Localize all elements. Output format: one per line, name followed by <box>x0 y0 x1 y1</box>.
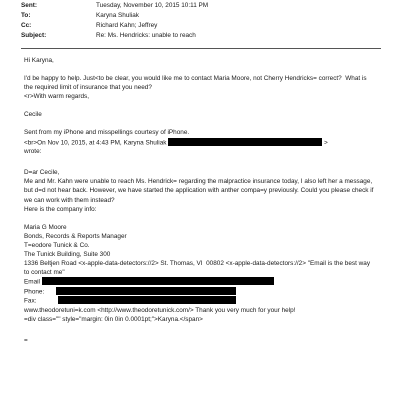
subject-row <box>21 31 381 41</box>
phone-redaction-bar <box>56 287 236 295</box>
email-header <box>21 0 381 41</box>
sent-label: Sent: <box>21 1 37 9</box>
header-divider <box>21 48 381 49</box>
phone-line <box>24 287 376 297</box>
to-row <box>21 10 381 20</box>
cc-label: Cc: <box>21 21 32 29</box>
phone-label: Phone: <box>24 288 45 296</box>
email-line <box>24 277 376 287</box>
reply-body: I'd be happy to help. Just<to be clear, you would like me to contact Maria Moore, not Cherry Hendricks= correct? What is the required limit of insurance that you need? <box>24 75 369 92</box>
quote-intro-text: <br>On Nov 10, 2015, at 4:43 PM, Karyna Shuliak <box>24 139 167 147</box>
redaction-bar <box>168 138 322 146</box>
contact-building: The Tunick Building, Suite 300 <box>24 251 111 258</box>
email-redaction-bar <box>42 277 274 285</box>
sent-from-line: Sent from my iPhone and misspellings courtesy of iPhone. <box>24 129 190 137</box>
contact-title: Bonds, Records & Reports Manager <box>24 232 127 240</box>
quoted-body: Me and Mr. Kahn were unable to reach Ms. Hendrick= regarding the malpractice insurance today, I also left her a message, but d=d not hear back. However, we have started the application with anther compa=y previously. Could you please check if we can work with them instead? <box>24 178 376 204</box>
subject-value: Re: Ms. Hendricks: unable to reach <box>96 32 196 40</box>
reply-warm-regards: <r>With warm regards, <box>24 93 89 101</box>
fax-label: Fax: <box>24 297 37 305</box>
to-value: Karyna Shuliak <box>96 11 139 19</box>
wrote-label: wrote: <box>24 148 42 156</box>
cc-value: Richard Kahn; Jeffrey <box>96 21 158 29</box>
quote-intro-line <box>24 138 376 148</box>
email-label: Email <box>24 278 40 286</box>
contact-company: T=eodore Tunick & Co. <box>24 241 90 249</box>
reply-greeting: Hi Karyna, <box>24 57 54 64</box>
contact-address: 1336 Beltjen Road <x-apple-data-detectors://2> St. Thomas, VI 00802 <x-apple-data-detectors://2> "Email is the best way to contact me" <box>24 260 372 277</box>
reply-signoff: Cecile <box>24 111 42 119</box>
web-line: www.theodoretuni=k.com <http://www.theodoretunick.com/> Thank you very much for your help! <box>24 307 296 315</box>
subject-label: Subject: <box>21 32 47 40</box>
div-markup-line: =div class="" style="margin: 0in 0in 0.0001pt;">Karyna.</span> <box>24 316 203 324</box>
email-body <box>24 56 376 345</box>
company-intro: Here is the company info: <box>24 205 97 213</box>
sent-row <box>21 0 381 10</box>
to-label: To: <box>21 11 31 19</box>
trailing-equals: = <box>24 337 28 345</box>
fax-redaction-bar <box>58 296 236 304</box>
sent-value: Tuesday, November 10, 2015 10:11 PM <box>96 1 209 9</box>
contact-name: Maria G Moore <box>24 223 67 231</box>
quoted-greeting: D=ar Cecile, <box>24 169 60 177</box>
fax-line <box>24 296 376 306</box>
quote-intro-end: > <box>324 139 328 147</box>
cc-row <box>21 20 381 30</box>
